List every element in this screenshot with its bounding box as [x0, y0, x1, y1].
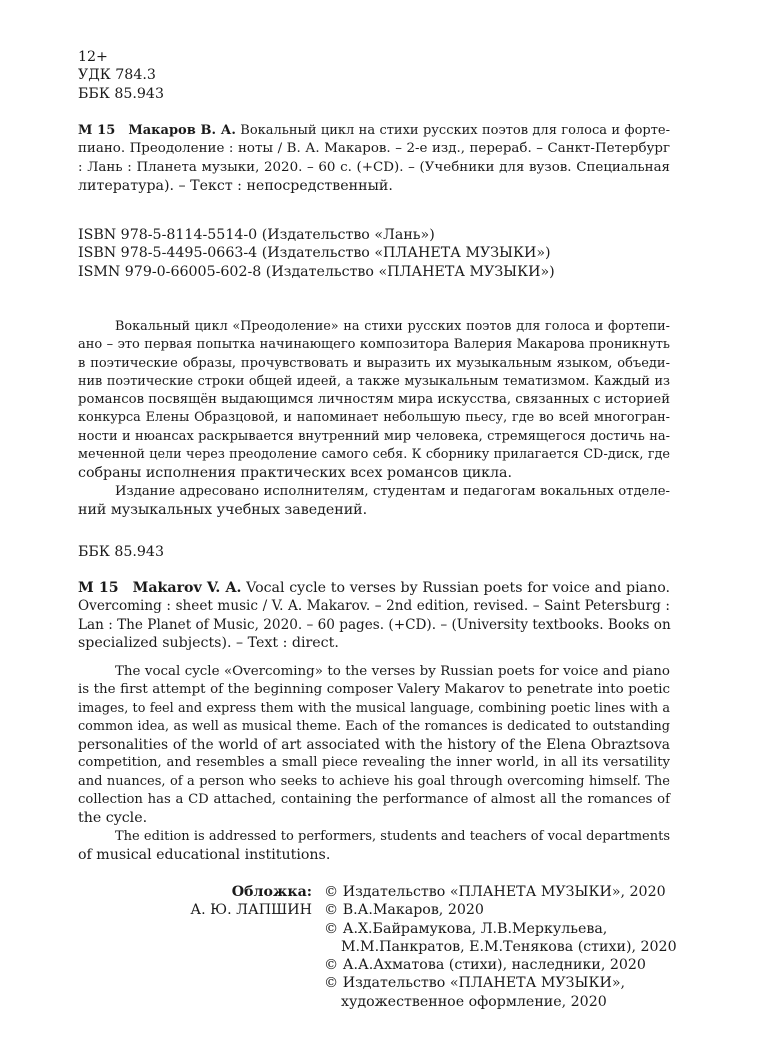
copyright-credits	[78, 883, 678, 1011]
isbn-list	[78, 226, 670, 281]
en-abstract-line: of musical educational institutions.	[78, 846, 331, 863]
ru-abstract-line: романсов посвящён выдающимся личностям мира искусства, связанных с историей	[78, 392, 670, 408]
en-abstract-line: The edition is addressed to performers, students and teachers of vocal departments	[115, 828, 670, 844]
copyright-line: М.М.Панкратов, Е.М.Тенякова (стихи), 2020	[341, 938, 677, 955]
ru-entry-line: литература). – Текст : непосредственный.	[78, 177, 393, 194]
ru-entry-title: Вокальный цикл на стихи русских поэтов для голоса и форте-	[240, 123, 670, 138]
bbk-code: ББК 85.943	[78, 85, 164, 102]
copyright-line: © А.А.Ахматова (стихи), наследники, 2020	[324, 957, 646, 974]
en-entry-id: M 15	[78, 580, 119, 596]
ru-abstract-line: ний музыкальных учебных заведений.	[78, 501, 368, 518]
bbk-code-english	[78, 543, 670, 561]
bbk-code-line: ББК 85.943	[78, 544, 164, 560]
en-abstract-line: the cycle.	[78, 810, 148, 827]
en-abstract-line: competition, and resembles a small piece revealing the inner world, in all its versatility	[78, 755, 670, 771]
en-entry-line	[78, 579, 670, 597]
ru-entry-line: пиано. Преодоление : ноты / В. А. Макаров. – 2-е изд., перераб. – Санкт-Петербург	[78, 141, 670, 157]
classification-codes	[78, 48, 670, 103]
ru-abstract-line: ано – это первая попытка начинающего композитора Валерия Макарова проникнуть	[78, 337, 670, 353]
en-abstract-line: collection has a CD attached, containing the performance of almost all the romances of	[78, 792, 670, 808]
ru-abstract-line: ности и нюансах раскрывается внутренний мир человека, стремящегося достичь на-	[78, 428, 670, 444]
en-abstract-line: images, to feel and express them with the musical language, combining poetic lines with a	[78, 700, 670, 716]
en-abstract-line: The vocal cycle «Overcoming» to the verses by Russian poets for voice and piano	[115, 664, 670, 679]
en-entry-line: Overcoming : sheet music / V. A. Makarov. – 2nd edition, revised. – Saint Petersburg :	[78, 598, 670, 615]
age-rating: 12+	[78, 49, 108, 65]
ru-abstract-line: меченной цели через преодоление самого себя. К сборнику прилагается CD-диск, где	[78, 447, 670, 463]
ru-abstract-line: собраны исполнения практических всех романсов цикла.	[78, 465, 513, 482]
en-entry-line: Lan : The Planet of Music, 2020. – 60 pages. (+CD). – (University textbooks. Books on	[78, 616, 671, 633]
ismn-line: ISMN 979-0-66005-602-8 (Издательство «ПЛАНЕТА МУЗЫКИ»)	[78, 263, 555, 280]
copyright-line: © В.А.Макаров, 2020	[324, 902, 484, 919]
en-abstract-line: personalities of the world of art associated with the history of the Elena Obraztsova	[78, 737, 670, 754]
ru-abstract-line: в поэтические образы, прочувствовать и выразить их музыкальным языком, объеди-	[78, 355, 670, 371]
ru-abstract-line: Издание адресовано исполнителям, студентам и педагогам вокальных отделе-	[115, 483, 670, 499]
copyright-line: © А.Х.Байрамукова, Л.В.Меркульева,	[324, 920, 608, 937]
isbn-line: ISBN 978-5-8114-5514-0 (Издательство «Лань»)	[78, 227, 435, 243]
ru-entry-line: : Лань : Планета музыки, 2020. – 60 с. (+CD). – (Учебники для вузов. Специальная	[78, 159, 670, 175]
copyright-line: художественное оформление, 2020	[341, 993, 607, 1010]
cover-artist: А. Ю. ЛАПШИН	[190, 902, 312, 919]
ru-entry-id: М 15	[78, 123, 116, 138]
isbn-line: ISBN 978-5-4495-0663-4 (Издательство «ПЛАНЕТА МУЗЫКИ»)	[78, 245, 551, 262]
ru-abstract	[78, 318, 670, 519]
ru-abstract-line: конкурса Елены Образцовой, и напоминает небольшую пьесу, где во всей многогран-	[78, 410, 670, 426]
copyright-line: © Издательство «ПЛАНЕТА МУЗЫКИ»,	[324, 975, 626, 992]
ru-abstract-line: нив поэтические строки общей идеей, а также музыкальным тематизмом. Каждый из	[78, 373, 670, 389]
cover-label: Обложка:	[231, 884, 312, 900]
en-entry-title: Vocal cycle to verses by Russian poets for voice and piano.	[246, 580, 671, 596]
en-abstract-line: and nuances, of a person who seeks to achieve his goal through overcoming himself. The	[78, 773, 670, 789]
en-entry-line: specialized subjects). – Text : direct.	[78, 634, 339, 651]
en-abstract-line: common idea, as well as musical theme. Each of the romances is dedicated to outstanding	[78, 718, 670, 734]
ru-entry-line	[78, 122, 670, 140]
en-abstract-line: is the first attempt of the beginning composer Valery Makarov to penetrate into poetic	[78, 682, 670, 698]
en-abstract	[78, 663, 670, 864]
ru-entry-author: Макаров В. А.	[128, 123, 236, 138]
copyright-line: © Издательство «ПЛАНЕТА МУЗЫКИ», 2020	[324, 884, 666, 900]
en-entry-author: Makarov V. A.	[132, 580, 242, 596]
udk-code: УДК 784.3	[78, 67, 156, 84]
en-bibliographic-entry	[78, 579, 670, 652]
ru-bibliographic-entry	[78, 122, 670, 195]
ru-abstract-line: Вокальный цикл «Преодоление» на стихи русских поэтов для голоса и фортепи-	[115, 319, 670, 334]
